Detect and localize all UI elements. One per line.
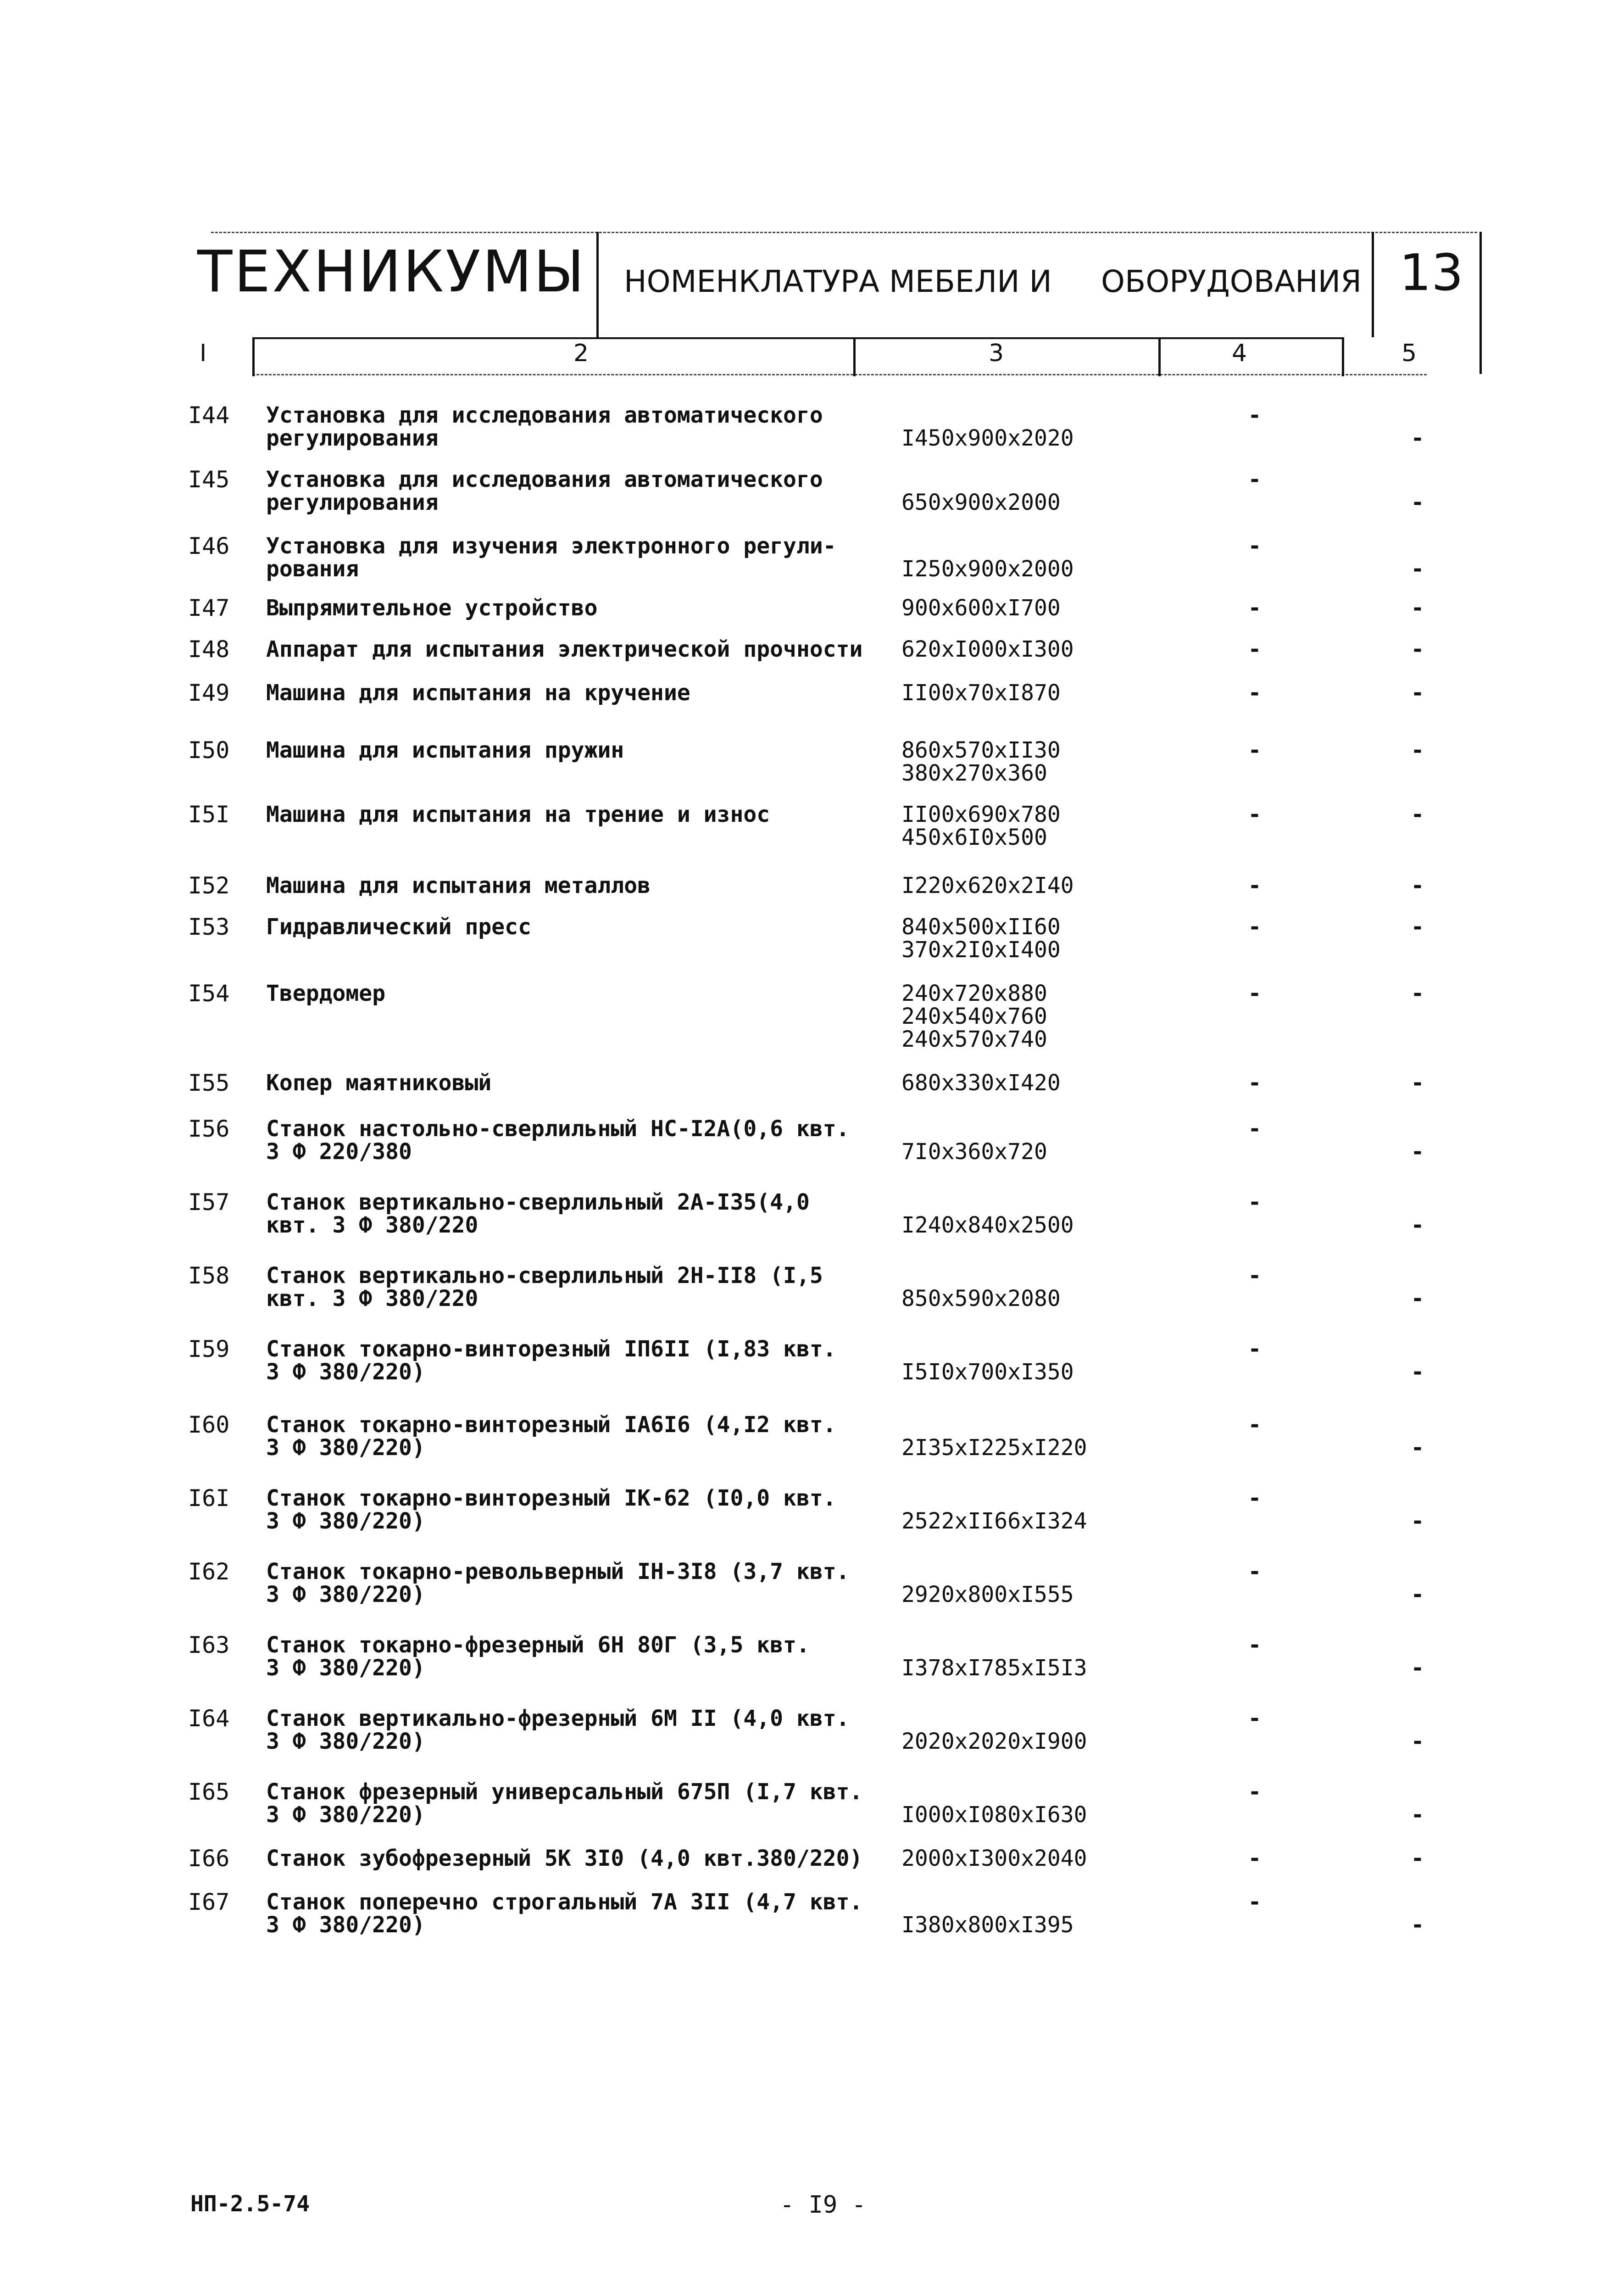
column-4-value: - [1248,467,1262,492]
item-name-line: Установка для исследования автоматического [266,402,823,428]
item-name-line: 3 Ф 380/220) [266,1729,425,1754]
column-4-value: - [1248,1846,1262,1871]
item-name [266,1413,872,1459]
item-dimensions [901,1191,1177,1237]
dimension-line [901,1191,1177,1214]
row-number: I63 [188,1632,230,1658]
item-name [266,1338,872,1383]
column-number-4: 4 [1232,340,1247,367]
item-name-line: 3 Ф 380/220) [266,1359,425,1385]
dimension-line: II00x70xI870 [901,680,1061,706]
item-name [266,597,872,619]
row-number: I55 [188,1070,230,1096]
column-4-value: - [1248,595,1262,621]
item-dimensions [901,1891,1177,1936]
dimension-line [901,1487,1177,1510]
dimension-line [901,1117,1177,1140]
item-dimensions [901,1071,1177,1094]
dimension-line: 850x590x2080 [901,1286,1061,1311]
column-5-value: - [1411,802,1424,827]
column-5-value: - [1411,1139,1424,1165]
column-5-value: - [1411,1508,1424,1534]
page-title: ТЕХНИКУМЫ [197,239,586,305]
row-number: I56 [188,1116,230,1142]
column-5-value: - [1411,595,1424,621]
row-number: I44 [188,402,230,429]
header-subtitle-left: НОМЕНКЛАТУРА МЕБЕЛИ И [624,264,1052,299]
item-name [266,1634,872,1679]
row-number: I47 [188,595,230,621]
dimension-line: 7I0x360x720 [901,1139,1047,1165]
item-name-line: Машина для испытания пружин [266,737,624,763]
dimension-line [901,1560,1177,1583]
dimension-line: I380x800xI395 [901,1912,1074,1938]
item-name-line: рования [266,556,359,582]
column-4-value: - [1248,533,1262,559]
item-name-line: Копер маятниковый [266,1070,492,1096]
column-4-value: - [1248,1189,1262,1215]
column-5-value: - [1411,490,1424,515]
row-number: I46 [188,533,230,559]
item-name-line: квт. 3 Ф 380/220 [266,1212,478,1238]
dimension-line: 620xI000xI300 [901,636,1074,662]
column-4-value: - [1248,636,1262,662]
item-name-line: Машина для испытания на трение и износ [266,802,770,827]
row-number: I58 [188,1262,230,1289]
item-name [266,468,872,514]
dimension-line: I000xI080xI630 [901,1802,1087,1828]
column-4-value: - [1248,802,1262,827]
column-4-value: - [1248,680,1262,706]
item-name-line: Машина для испытания металлов [266,873,651,898]
row-number: I66 [188,1845,230,1872]
row-number: I52 [188,872,230,899]
column-5-value: - [1411,1655,1424,1681]
item-dimensions [901,1264,1177,1310]
row-number: I54 [188,980,230,1007]
dimension-line: 240x720x880 [901,981,1047,1006]
item-dimensions [901,597,1177,619]
item-name [266,1191,872,1237]
col-divider-b [853,337,856,376]
column-4-value: - [1248,1263,1262,1289]
column-5-value: - [1411,1070,1424,1096]
item-dimensions [901,638,1177,661]
col-divider-a [252,337,255,376]
dimension-line: 2020x2020xI900 [901,1729,1087,1754]
column-5-value: - [1411,914,1424,940]
item-name-line: Станок токарно-револьверный IН-3I8 (3,7 квт. [266,1559,850,1584]
column-number-1: I [200,340,207,367]
item-name-line: регулирования [266,425,439,451]
column-strip-bottom [252,374,1427,375]
column-4-value: - [1248,1485,1262,1511]
column-5-value: - [1411,1286,1424,1311]
column-5-value: - [1411,981,1424,1006]
row-number: I57 [188,1189,230,1216]
dimension-line: 2000xI300x2040 [901,1846,1087,1871]
column-number-3: 3 [989,340,1004,367]
item-dimensions [901,1634,1177,1679]
row-number: I53 [188,914,230,940]
column-4-value: - [1248,1070,1262,1096]
column-4-value: - [1248,737,1262,763]
column-5-value: - [1411,1359,1424,1385]
column-5-value: - [1411,425,1424,451]
header-divider-1 [596,232,599,337]
item-name [266,535,872,580]
dimension-line: 650x900x2000 [901,490,1061,515]
item-name-line: Установка для изучения электронного регули- [266,533,836,559]
dimension-line [901,1634,1177,1657]
item-name-line: Станок токарно-винторезный IК-62 (I0,0 квт. [266,1485,836,1511]
column-5-value: - [1411,1212,1424,1238]
item-name-line: Станок поперечно строгальный 7А 3II (4,7 квт. [266,1889,863,1915]
item-name-line: Станок вертикально-сверлильный 2Н-II8 (I,5 [266,1263,823,1289]
item-name [266,1707,872,1753]
item-dimensions [901,535,1177,580]
page-label: 13 [1399,243,1463,302]
page-number: - I9 - [780,2191,866,2219]
column-5-value: - [1411,1802,1424,1828]
column-strip-top [252,337,1344,339]
item-name-line: Станок зубофрезерный 5К 3I0 (4,0 квт.380/220) [266,1846,863,1871]
dimension-line [901,404,1177,427]
row-number: I62 [188,1558,230,1585]
item-name [266,638,872,661]
row-number: I48 [188,636,230,663]
column-number-5: 5 [1402,340,1417,367]
item-dimensions [901,803,1177,849]
header-subtitle-right: ОБОРУДОВАНИЯ [1101,264,1362,299]
item-name-line: Машина для испытания на кручение [266,680,690,706]
dimension-line: 2I35xI225xI220 [901,1435,1087,1461]
header-divider-2 [1372,232,1374,337]
column-4-value: - [1248,402,1262,428]
dimension-line: 240x570x740 [901,1026,1047,1052]
item-name [266,1264,872,1310]
item-name-line: Станок вертикально-фрезерный 6М II (4,0 квт. [266,1706,850,1731]
column-4-value: - [1248,1779,1262,1805]
dimension-line: I5I0x700xI350 [901,1359,1074,1385]
column-5-value: - [1411,737,1424,763]
dimension-line [901,1891,1177,1913]
item-name-line: 3 Ф 380/220) [266,1582,425,1607]
column-4-value: - [1248,873,1262,898]
column-5-value: - [1411,1582,1424,1607]
dimension-line [901,1780,1177,1803]
item-name-line: 3 Ф 380/220) [266,1802,425,1828]
row-number: I49 [188,680,230,706]
dimension-line: 380x270x360 [901,760,1047,786]
column-5-value: - [1411,680,1424,706]
item-name [266,739,872,762]
row-number: I59 [188,1336,230,1362]
item-dimensions [901,1560,1177,1606]
column-5-value: - [1411,1729,1424,1754]
item-name-line: Выпрямительное устройство [266,595,598,621]
column-4-value: - [1248,1889,1262,1915]
item-name-line: регулирования [266,490,439,515]
header-top-dash [211,232,1477,233]
row-number: I45 [188,466,230,493]
item-name [266,874,872,897]
column-4-value: - [1248,981,1262,1006]
column-4-value: - [1248,1632,1262,1658]
item-name-line: 3 Ф 380/220) [266,1435,425,1461]
dimension-line: 2920x800xI555 [901,1582,1074,1607]
row-number: I5I [188,801,230,828]
row-number: I64 [188,1705,230,1732]
col-divider-c [1158,337,1161,376]
column-4-value: - [1248,914,1262,940]
column-number-2: 2 [573,340,589,367]
item-name-line: Установка для исследования автоматического [266,467,823,492]
row-number: I67 [188,1889,230,1915]
item-name-line: Станок фрезерный универсальный 675П (I,7 квт. [266,1779,863,1805]
item-dimensions [901,404,1177,450]
dimension-line: II00x690x780 [901,802,1061,827]
item-dimensions [901,1413,1177,1459]
item-name-line: 3 Ф 380/220) [266,1508,425,1534]
row-number: I65 [188,1779,230,1805]
column-4-value: - [1248,1336,1262,1362]
dimension-line: I450x900x2020 [901,425,1074,451]
item-name-line: Станок токарно-винторезный IА6I6 (4,I2 квт. [266,1412,836,1438]
item-dimensions [901,1780,1177,1826]
item-name-line: 3 Ф 380/220) [266,1912,425,1938]
item-name-line: Станок настольно-сверлильный НС-I2А(0,6 квт. [266,1116,850,1142]
item-name [266,1487,872,1533]
item-name-line: Гидравлический пресс [266,914,531,940]
item-name-line: Станок токарно-винторезный IП6II (I,83 квт. [266,1336,836,1362]
item-name [266,404,872,450]
dimension-line [901,1707,1177,1730]
document-code: НП-2.5-74 [190,2191,310,2217]
item-name [266,803,872,826]
dimension-line: I240x840x2500 [901,1212,1074,1238]
item-name-line: 3 Ф 380/220) [266,1655,425,1681]
column-5-value: - [1411,1435,1424,1461]
column-4-value: - [1248,1559,1262,1584]
dimension-line [901,1338,1177,1361]
item-dimensions [901,1847,1177,1870]
item-name [266,1780,872,1826]
item-name [266,1071,872,1094]
dimension-line: 680x330xI420 [901,1070,1061,1096]
item-name-line: квт. 3 Ф 380/220 [266,1286,478,1311]
item-name-line: Твердомер [266,981,386,1006]
item-dimensions [901,982,1177,1051]
column-4-value: - [1248,1706,1262,1731]
item-name [266,915,872,938]
item-dimensions [901,874,1177,897]
dimension-line: I378xI785xI5I3 [901,1655,1087,1681]
dimension-line: 2522xII66xI324 [901,1508,1087,1534]
dimension-line [901,1264,1177,1287]
row-number: I6I [188,1485,230,1512]
item-name-line: Станок токарно-фрезерный 6Н 80Г (3,5 квт. [266,1632,810,1658]
item-dimensions [901,468,1177,514]
dimension-line: 840x500xII60 [901,914,1061,940]
item-dimensions [901,1707,1177,1753]
dimension-line [901,468,1177,491]
item-dimensions [901,739,1177,785]
dimension-line: 450x6I0x500 [901,825,1047,850]
column-5-value: - [1411,556,1424,582]
item-name-line: Аппарат для испытания электрической прочности [266,636,863,662]
column-5-value: - [1411,636,1424,662]
column-5-value: - [1411,873,1424,898]
item-name [266,1117,872,1163]
dimension-line [901,1413,1177,1436]
column-5-value: - [1411,1912,1424,1938]
item-dimensions [901,1117,1177,1163]
dimension-line: I250x900x2000 [901,556,1074,582]
dimension-line: 370x2I0xI400 [901,937,1061,963]
dimension-line: 900x600xI700 [901,595,1061,621]
item-dimensions [901,681,1177,704]
item-dimensions [901,915,1177,961]
item-name [266,681,872,704]
item-dimensions [901,1487,1177,1533]
column-4-value: - [1248,1116,1262,1142]
dimension-line: I220x620x2I40 [901,873,1074,898]
column-4-value: - [1248,1412,1262,1438]
item-name [266,982,872,1005]
item-name-line: 3 Ф 220/380 [266,1139,412,1165]
item-name [266,1891,872,1936]
item-dimensions [901,1338,1177,1383]
row-number: I60 [188,1411,230,1438]
col-divider-d [1342,337,1344,376]
header-divider-3 [1479,232,1482,374]
row-number: I50 [188,737,230,764]
dimension-line [901,535,1177,558]
item-name-line: Станок вертикально-сверлильный 2А-I35(4,0 [266,1189,810,1215]
item-name [266,1847,872,1870]
column-5-value: - [1411,1846,1424,1871]
item-name [266,1560,872,1606]
dimension-line: 860x570xII30 [901,737,1061,763]
dimension-line: 240x540x760 [901,1004,1047,1029]
